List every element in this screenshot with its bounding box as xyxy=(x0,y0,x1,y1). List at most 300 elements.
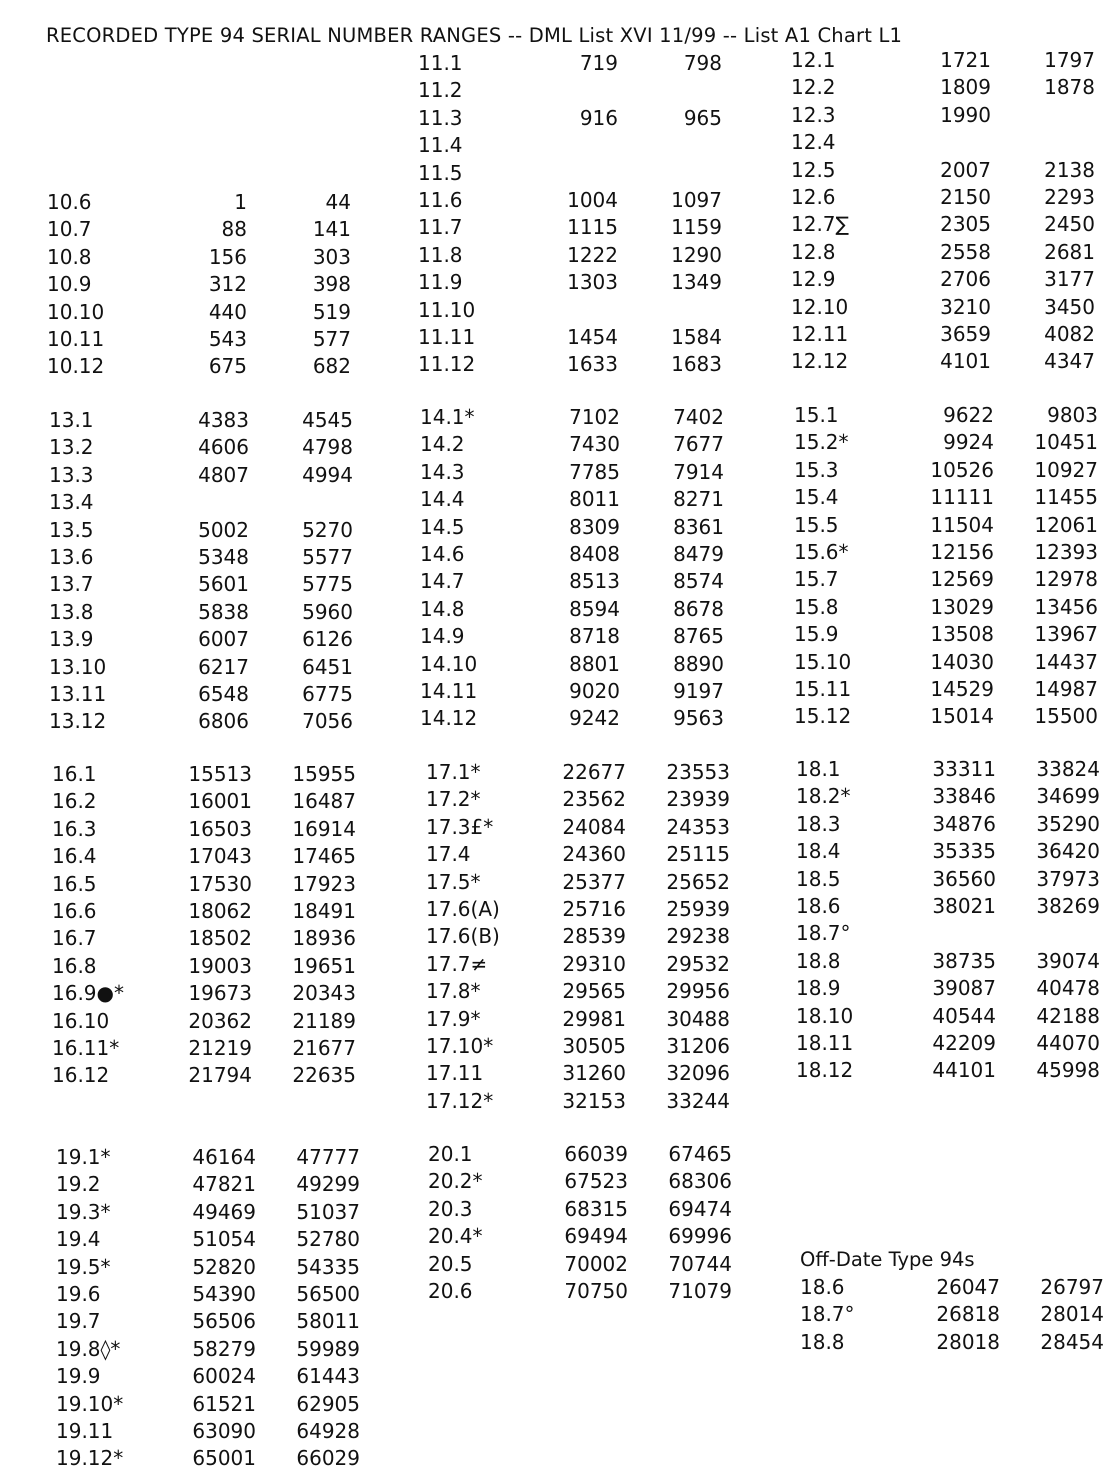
range-end: 39074 xyxy=(1036,948,1100,973)
range-start: 8408 xyxy=(569,541,620,566)
range-start: 312 xyxy=(208,272,247,297)
range-end: 1097 xyxy=(671,187,722,212)
range-end: 44 xyxy=(325,189,351,214)
range-end: 13456 xyxy=(1034,594,1098,619)
table-row xyxy=(791,129,1106,156)
range-start: 4807 xyxy=(198,462,249,487)
range-end: 1584 xyxy=(671,324,722,349)
range-end: 7914 xyxy=(673,459,724,484)
serial-label: 17.3£* xyxy=(426,814,494,839)
table-row xyxy=(794,703,1106,730)
table-row xyxy=(47,189,387,216)
table-row xyxy=(418,214,758,241)
range-start: 19673 xyxy=(188,981,252,1006)
table-row xyxy=(56,1144,396,1171)
range-start: 3210 xyxy=(940,294,991,319)
range-start: 21794 xyxy=(188,1063,252,1088)
serial-label: 14.7 xyxy=(420,569,465,594)
range-end: 25939 xyxy=(666,896,730,921)
range-end: 28454 xyxy=(1040,1329,1104,1354)
range-end: 8574 xyxy=(673,569,724,594)
table-row xyxy=(800,1329,1106,1356)
range-start: 11504 xyxy=(930,512,994,537)
table-row xyxy=(426,978,766,1005)
range-end: 2138 xyxy=(1044,157,1095,182)
table-row xyxy=(47,52,387,79)
range-end: 42188 xyxy=(1036,1003,1100,1028)
range-end: 7056 xyxy=(302,709,353,734)
range-start: 40544 xyxy=(932,1003,996,1028)
serial-label: 13.9 xyxy=(49,627,94,652)
range-start: 8801 xyxy=(569,651,620,676)
range-start: 28539 xyxy=(562,924,626,949)
range-start: 56506 xyxy=(192,1309,256,1334)
serial-label: 11.4 xyxy=(418,133,463,158)
table-row xyxy=(47,326,387,353)
range-start: 38021 xyxy=(932,893,996,918)
table-row xyxy=(796,783,1106,810)
range-start: 36560 xyxy=(932,866,996,891)
serial-label: 11.12 xyxy=(418,352,476,377)
serial-label: 18.2* xyxy=(796,784,851,809)
range-end: 141 xyxy=(312,217,351,242)
table-row xyxy=(47,134,387,161)
table-row xyxy=(52,1035,392,1062)
range-end: 14987 xyxy=(1034,676,1098,701)
range-end: 1878 xyxy=(1044,75,1095,100)
table-row xyxy=(418,242,758,269)
range-start: 9242 xyxy=(569,706,620,731)
range-start: 6806 xyxy=(198,709,249,734)
range-end: 62905 xyxy=(296,1391,360,1416)
serial-label: 14.2 xyxy=(420,432,465,457)
range-end: 10927 xyxy=(1034,457,1098,482)
range-end: 6775 xyxy=(302,681,353,706)
range-end: 8271 xyxy=(673,487,724,512)
range-start: 7102 xyxy=(569,405,620,429)
range-start: 17530 xyxy=(188,871,252,896)
serial-label: 12.1 xyxy=(791,48,836,72)
table-row xyxy=(794,566,1106,593)
table-row xyxy=(47,162,387,189)
range-end: 2450 xyxy=(1044,212,1095,237)
table-row xyxy=(420,486,760,513)
serial-label: 17.10* xyxy=(426,1033,494,1058)
range-start: 29565 xyxy=(562,979,626,1004)
range-end: 8765 xyxy=(673,624,724,649)
table-row xyxy=(426,814,766,841)
range-end: 12061 xyxy=(1034,512,1098,537)
range-start: 9020 xyxy=(569,678,620,703)
serial-label: 15.3 xyxy=(794,457,839,482)
range-end: 22635 xyxy=(292,1063,356,1088)
table-row xyxy=(794,429,1106,456)
serial-label: 11.9 xyxy=(418,270,463,295)
table-row xyxy=(426,759,766,786)
range-end: 64928 xyxy=(296,1418,360,1443)
range-end: 24353 xyxy=(666,814,730,839)
serial-label: 20.3 xyxy=(428,1196,473,1221)
range-start: 60024 xyxy=(192,1364,256,1389)
table-row xyxy=(49,407,389,434)
table-row xyxy=(796,948,1106,975)
range-start: 18062 xyxy=(188,898,252,923)
table-row xyxy=(52,980,392,1007)
range-end: 4082 xyxy=(1044,321,1095,346)
range-start: 24084 xyxy=(562,814,626,839)
table-row xyxy=(796,838,1106,865)
serial-label: 20.5 xyxy=(428,1251,473,1276)
range-end: 5960 xyxy=(302,599,353,624)
serial-label: 20.1 xyxy=(428,1142,473,1166)
serial-label: 18.7° xyxy=(800,1302,855,1327)
serial-label: 19.5* xyxy=(56,1254,111,1279)
serial-label: 16.5 xyxy=(52,871,97,896)
table-row xyxy=(794,484,1106,511)
range-start: 28018 xyxy=(936,1329,1000,1354)
range-end: 37973 xyxy=(1036,866,1100,891)
range-end: 4798 xyxy=(302,435,353,460)
serial-label: 16.3 xyxy=(52,816,97,841)
table-row xyxy=(418,324,758,351)
serial-label: 12.3 xyxy=(791,102,836,127)
range-end: 11455 xyxy=(1034,485,1098,510)
range-start: 4606 xyxy=(198,435,249,460)
table-row xyxy=(791,157,1106,184)
range-end: 5775 xyxy=(302,572,353,597)
range-start: 9924 xyxy=(943,430,994,455)
table-row xyxy=(791,239,1106,266)
table-row xyxy=(420,459,760,486)
table-row xyxy=(49,462,389,489)
serial-label: 13.4 xyxy=(49,490,94,515)
table-row xyxy=(791,348,1106,375)
range-start: 25716 xyxy=(562,896,626,921)
range-start: 70750 xyxy=(564,1278,628,1303)
table-row xyxy=(47,107,387,134)
serial-label: 13.1 xyxy=(49,408,94,432)
serial-label: 19.10* xyxy=(56,1391,124,1416)
serial-label: 18.6 xyxy=(796,893,841,918)
table-row xyxy=(418,50,758,77)
range-start: 1633 xyxy=(567,352,618,377)
range-start: 543 xyxy=(208,326,247,351)
range-end: 303 xyxy=(312,244,351,269)
serial-label: 16.9●* xyxy=(52,981,124,1006)
range-end: 1290 xyxy=(671,242,722,267)
page-title: RECORDED TYPE 94 SERIAL NUMBER RANGES -- DML List XVI 11/99 -- List A1 Chart L1 xyxy=(46,24,903,47)
table-row xyxy=(796,756,1106,783)
serial-label: 15.9 xyxy=(794,622,839,647)
range-end: 9197 xyxy=(673,678,724,703)
serial-label: 16.8 xyxy=(52,953,97,978)
serial-label: 17.6(B) xyxy=(426,924,500,949)
table-row xyxy=(791,321,1106,348)
serial-label: 11.11 xyxy=(418,324,476,349)
range-end: 56500 xyxy=(296,1281,360,1306)
table-row xyxy=(420,514,760,541)
range-start: 33311 xyxy=(932,757,996,781)
range-end: 8361 xyxy=(673,514,724,539)
serial-label: 20.4* xyxy=(428,1224,483,1249)
range-end: 61443 xyxy=(296,1364,360,1389)
table-row xyxy=(418,160,758,187)
serial-label: 12.5 xyxy=(791,157,836,182)
table-row xyxy=(796,920,1106,947)
range-end: 7677 xyxy=(673,432,724,457)
serial-label: 13.6 xyxy=(49,544,94,569)
serial-label: 10.12 xyxy=(47,354,105,379)
table-row xyxy=(794,512,1106,539)
table-row xyxy=(791,47,1106,74)
range-start: 33846 xyxy=(932,784,996,809)
range-start: 1990 xyxy=(940,102,991,127)
range-start: 25377 xyxy=(562,869,626,894)
range-end: 21189 xyxy=(292,1008,356,1033)
serial-block-17 xyxy=(426,759,766,1115)
serial-block-20 xyxy=(428,1141,768,1305)
range-end: 798 xyxy=(683,51,722,75)
table-row xyxy=(49,626,389,653)
serial-label: 19.9 xyxy=(56,1364,101,1389)
range-end: 20343 xyxy=(292,981,356,1006)
range-start: 17043 xyxy=(188,844,252,869)
serial-label: 12.12 xyxy=(791,349,849,374)
table-row xyxy=(791,184,1106,211)
range-start: 8309 xyxy=(569,514,620,539)
range-start: 1222 xyxy=(567,242,618,267)
serial-label: 10.9 xyxy=(47,272,92,297)
table-row xyxy=(52,871,392,898)
serial-label: 19.6 xyxy=(56,1281,101,1306)
table-row xyxy=(420,541,760,568)
range-start: 21219 xyxy=(188,1035,252,1060)
table-row xyxy=(420,568,760,595)
serial-label: 13.12 xyxy=(49,709,107,734)
range-start: 26047 xyxy=(936,1275,1000,1299)
serial-label: 14.8 xyxy=(420,596,465,621)
range-end: 5270 xyxy=(302,517,353,542)
range-start: 38735 xyxy=(932,948,996,973)
range-end: 68306 xyxy=(668,1169,732,1194)
serial-block-15 xyxy=(794,402,1106,731)
range-end: 69996 xyxy=(668,1224,732,1249)
serial-label: 14.6 xyxy=(420,541,465,566)
range-start: 6548 xyxy=(198,681,249,706)
range-end: 10451 xyxy=(1034,430,1098,455)
range-start: 1115 xyxy=(567,215,618,240)
range-start: 66039 xyxy=(564,1142,628,1166)
range-end: 16487 xyxy=(292,789,356,814)
serial-label: 12.4 xyxy=(791,130,836,155)
serial-label: 18.7° xyxy=(796,921,851,946)
range-end: 31206 xyxy=(666,1033,730,1058)
table-row xyxy=(52,843,392,870)
table-row xyxy=(418,105,758,132)
range-start: 11111 xyxy=(930,485,994,510)
serial-label: 17.7≠ xyxy=(426,951,488,976)
table-row xyxy=(420,404,760,431)
range-start: 29981 xyxy=(562,1006,626,1031)
range-start: 675 xyxy=(208,354,247,379)
serial-label: 13.10 xyxy=(49,654,107,679)
serial-label: 18.9 xyxy=(796,976,841,1001)
serial-label: 10.10 xyxy=(47,299,105,324)
range-end: 32096 xyxy=(666,1061,730,1086)
range-start: 916 xyxy=(579,105,618,130)
table-row xyxy=(56,1418,396,1445)
table-row xyxy=(56,1336,396,1363)
range-end: 29956 xyxy=(666,979,730,1004)
serial-label: 12.8 xyxy=(791,239,836,264)
range-end: 38269 xyxy=(1036,893,1100,918)
serial-label: 11.6 xyxy=(418,187,463,212)
table-row xyxy=(428,1168,768,1195)
range-end: 28014 xyxy=(1040,1302,1104,1327)
serial-label: 17.6(A) xyxy=(426,896,500,921)
range-start: 34876 xyxy=(932,811,996,836)
range-start: 4101 xyxy=(940,349,991,374)
serial-label: 13.7 xyxy=(49,572,94,597)
range-start: 1721 xyxy=(940,48,991,72)
serial-label: 17.9* xyxy=(426,1006,481,1031)
range-end: 35290 xyxy=(1036,811,1100,836)
serial-label: 14.5 xyxy=(420,514,465,539)
range-end: 25115 xyxy=(666,842,730,867)
serial-label: 18.12 xyxy=(796,1058,854,1083)
range-end: 12393 xyxy=(1034,539,1098,564)
table-row xyxy=(56,1363,396,1390)
range-end: 6451 xyxy=(302,654,353,679)
table-row xyxy=(796,893,1106,920)
range-start: 88 xyxy=(221,217,247,242)
range-start: 156 xyxy=(208,244,247,269)
serial-label: 18.4 xyxy=(796,839,841,864)
table-row xyxy=(791,294,1106,321)
range-start: 18502 xyxy=(188,926,252,951)
serial-label: 16.4 xyxy=(52,844,97,869)
table-row xyxy=(428,1278,768,1305)
range-start: 10526 xyxy=(930,457,994,482)
table-row xyxy=(49,708,389,735)
range-end: 29532 xyxy=(666,951,730,976)
range-end: 8479 xyxy=(673,541,724,566)
range-end: 59989 xyxy=(296,1336,360,1361)
range-end: 3177 xyxy=(1044,267,1095,292)
range-end: 14437 xyxy=(1034,649,1098,674)
range-start: 63090 xyxy=(192,1418,256,1443)
table-row xyxy=(418,187,758,214)
serial-label: 19.12* xyxy=(56,1446,124,1471)
table-row xyxy=(794,621,1106,648)
range-end: 44070 xyxy=(1036,1030,1100,1055)
range-start: 65001 xyxy=(192,1446,256,1471)
range-start: 68315 xyxy=(564,1196,628,1221)
serial-label: 11.8 xyxy=(418,242,463,267)
range-end: 1159 xyxy=(671,215,722,240)
table-row xyxy=(56,1391,396,1418)
range-end: 1797 xyxy=(1044,48,1095,72)
serial-label: 12.10 xyxy=(791,294,849,319)
serial-label: 10.11 xyxy=(47,326,105,351)
serial-label: 12.9 xyxy=(791,267,836,292)
serial-block-12 xyxy=(791,47,1106,376)
serial-label: 18.5 xyxy=(796,866,841,891)
range-end: 15955 xyxy=(292,762,356,786)
table-row xyxy=(52,925,392,952)
range-start: 67523 xyxy=(564,1169,628,1194)
serial-label: 13.11 xyxy=(49,681,107,706)
table-row xyxy=(796,1057,1106,1084)
table-row xyxy=(49,544,389,571)
serial-label: 14.9 xyxy=(420,624,465,649)
serial-label: 15.11 xyxy=(794,676,852,701)
serial-label: 17.2* xyxy=(426,787,481,812)
range-end: 2681 xyxy=(1044,239,1095,264)
range-start: 2007 xyxy=(940,157,991,182)
table-row xyxy=(420,431,760,458)
range-start: 1004 xyxy=(567,187,618,212)
serial-label: 16.6 xyxy=(52,898,97,923)
serial-label: 14.12 xyxy=(420,706,478,731)
range-start: 19003 xyxy=(188,953,252,978)
table-row xyxy=(420,596,760,623)
table-row xyxy=(426,896,766,923)
serial-label: 18.6 xyxy=(800,1275,845,1299)
table-row xyxy=(426,951,766,978)
serial-label: 15.10 xyxy=(794,649,852,674)
table-row xyxy=(426,1006,766,1033)
range-end: 7402 xyxy=(673,405,724,429)
range-start: 1 xyxy=(234,189,247,214)
range-end: 54335 xyxy=(296,1254,360,1279)
table-row xyxy=(428,1196,768,1223)
range-start: 1454 xyxy=(567,324,618,349)
range-end: 2293 xyxy=(1044,184,1095,209)
off-date-title: Off-Date Type 94s xyxy=(800,1248,975,1271)
range-end: 17465 xyxy=(292,844,356,869)
serial-label: 20.6 xyxy=(428,1278,473,1303)
range-end: 3450 xyxy=(1044,294,1095,319)
serial-label: 14.1* xyxy=(420,405,475,429)
table-row xyxy=(52,898,392,925)
serial-label: 12.6 xyxy=(791,184,836,209)
range-end: 70744 xyxy=(668,1251,732,1276)
range-start: 23562 xyxy=(562,787,626,812)
range-end: 9563 xyxy=(673,706,724,731)
serial-label: 17.12* xyxy=(426,1088,494,1113)
range-end: 23553 xyxy=(666,760,730,784)
table-row xyxy=(796,866,1106,893)
serial-label: 10.6 xyxy=(47,189,92,214)
table-row xyxy=(47,299,387,326)
range-end: 13967 xyxy=(1034,622,1098,647)
serial-label: 16.7 xyxy=(52,926,97,951)
range-end: 67465 xyxy=(668,1142,732,1166)
table-row xyxy=(796,1030,1106,1057)
serial-block-19 xyxy=(56,1144,396,1473)
range-start: 6007 xyxy=(198,627,249,652)
range-end: 1349 xyxy=(671,270,722,295)
range-start: 47821 xyxy=(192,1172,256,1197)
serial-label: 19.1* xyxy=(56,1145,111,1169)
serial-label: 17.4 xyxy=(426,842,471,867)
table-row xyxy=(420,651,760,678)
serial-label: 11.10 xyxy=(418,297,476,322)
serial-label: 13.5 xyxy=(49,517,94,542)
range-end: 8678 xyxy=(673,596,724,621)
serial-label: 19.7 xyxy=(56,1309,101,1334)
